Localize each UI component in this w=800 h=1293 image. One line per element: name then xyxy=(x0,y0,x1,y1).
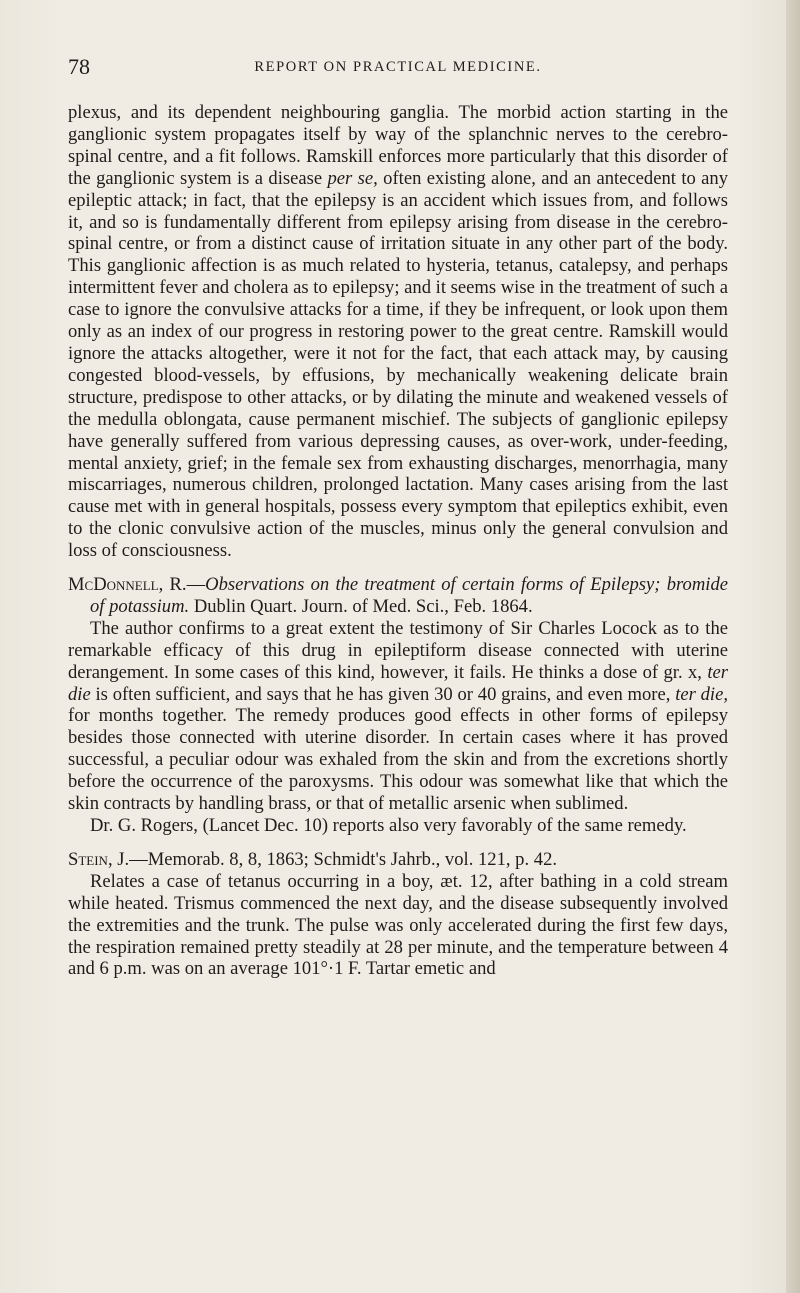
paragraph: plexus, and its dependent neighbouring ganglia. The morbid action starting in the ganglionic system propagates itself by way of the splanchnic nerves to the cerebro-spinal centre, and a fit follows. Ramskill enforces more particularly that this disorder of the ganglionic system is a disease per se, often existing alone, and an antecedent to any epileptic attack; in fact, that the epilepsy is an accident which issues from, and follows it, and so is fundamentally different from epilepsy arising from disease in the cerebro-spinal centre, or from a distinct cause of irritation situate in any other part of the body. This ganglionic affection is as much related to hysteria, tetanus, catalepsy, and perhaps intermittent fever and cholera as to epilepsy; and it seems wise in the treatment of such a case to ignore the convulsive attacks for a time, if they be infrequent, or look upon them only as an index of our progress in restoring power to the great centre. Ramskill would ignore the attacks altogether, were it not for the fact, that each attack may, by causing congested blood-vessels, by effusions, by mechanically weakening delicate brain structure, predispose to other attacks, or by dilating the minute and weakened vessels of the medulla oblongata, cause permanent mischief. The subjects of ganglionic epilepsy have generally suffered from various depressing causes, as over-work, under-feeding, mental anxiety, grief; in the female sex from exhausting discharges, menorrhagia, many miscarriages, numerous children, prolonged lactation. Many cases arising from the last cause met with in general hospitals, possess every symptom that epileptics exhibit, even to the clonic convulsive action of the muscles, minus only the general convulsion and loss of consciousness. xyxy=(68,102,729,562)
bibliography-entry: McDonnell, R.—Observations on the treatment of certain forms of Epilepsy; bromide of potassium. Dublin Quart. Journ. of Med. Sci., Feb. 1864. xyxy=(68,574,728,617)
paragraph: Relates a case of tetanus occurring in a boy, æt. 12, after bathing in a cold stream while heated. Trismus commenced the next day, and the disease subsequently involved the extremities and the trunk. The pulse was only accelerated during the first few days, the respiration remained pretty steadily at 28 per minute, and the temperature between 4 and 6 p.m. was on an average 101°·1 F. Tartar emetic and xyxy=(68,870,728,980)
page-number: 78 xyxy=(68,54,90,79)
running-head: REPORT ON PRACTICAL MEDICINE. xyxy=(254,59,542,75)
entry-source: —Memorab. 8, 8, 1863; Schmidt's Jahrb., vol. 121, p. 42. xyxy=(129,848,558,870)
paragraph: Dr. G. Rogers, (Lancet Dec. 10) reports also very favorably of the same remedy. xyxy=(90,815,687,836)
bibliography-entry xyxy=(68,849,728,871)
entry-source: Dublin Quart. Journ. of Med. Sci., Feb. 1864. xyxy=(189,595,533,617)
paragraph: The author confirms to a great extent the testimony of Sir Charles Locock as to the remarkable efficacy of this drug in epileptiform disease connected with uterine derangement. In some cases of this kind, however, it fails. He thinks a dose of gr. x, ter die is often sufficient, and says that he has given 30 or 40 grains, and even more, ter die, for months together. The remedy produces good effects in other forms of epilepsy besides those connected with uterine disorder. In certain cases where it has proved successful, a peculiar odour was exhaled from the skin and from the excretions shortly before the occurrence of the paroxysms. This odour was somewhat like that which the skin contracts by handling brass, or that of metallic arsenic when sublimed. xyxy=(68,617,728,815)
entry-title: Observations on the treatment of certain forms of Epilepsy; bromide of potassium. xyxy=(90,574,728,617)
entry-author: McDonnell, R. xyxy=(68,574,187,596)
entry-author: Stein, J. xyxy=(68,848,130,870)
book-spine-edge xyxy=(786,0,800,1293)
body-text xyxy=(68,102,728,980)
page-header xyxy=(68,52,728,82)
